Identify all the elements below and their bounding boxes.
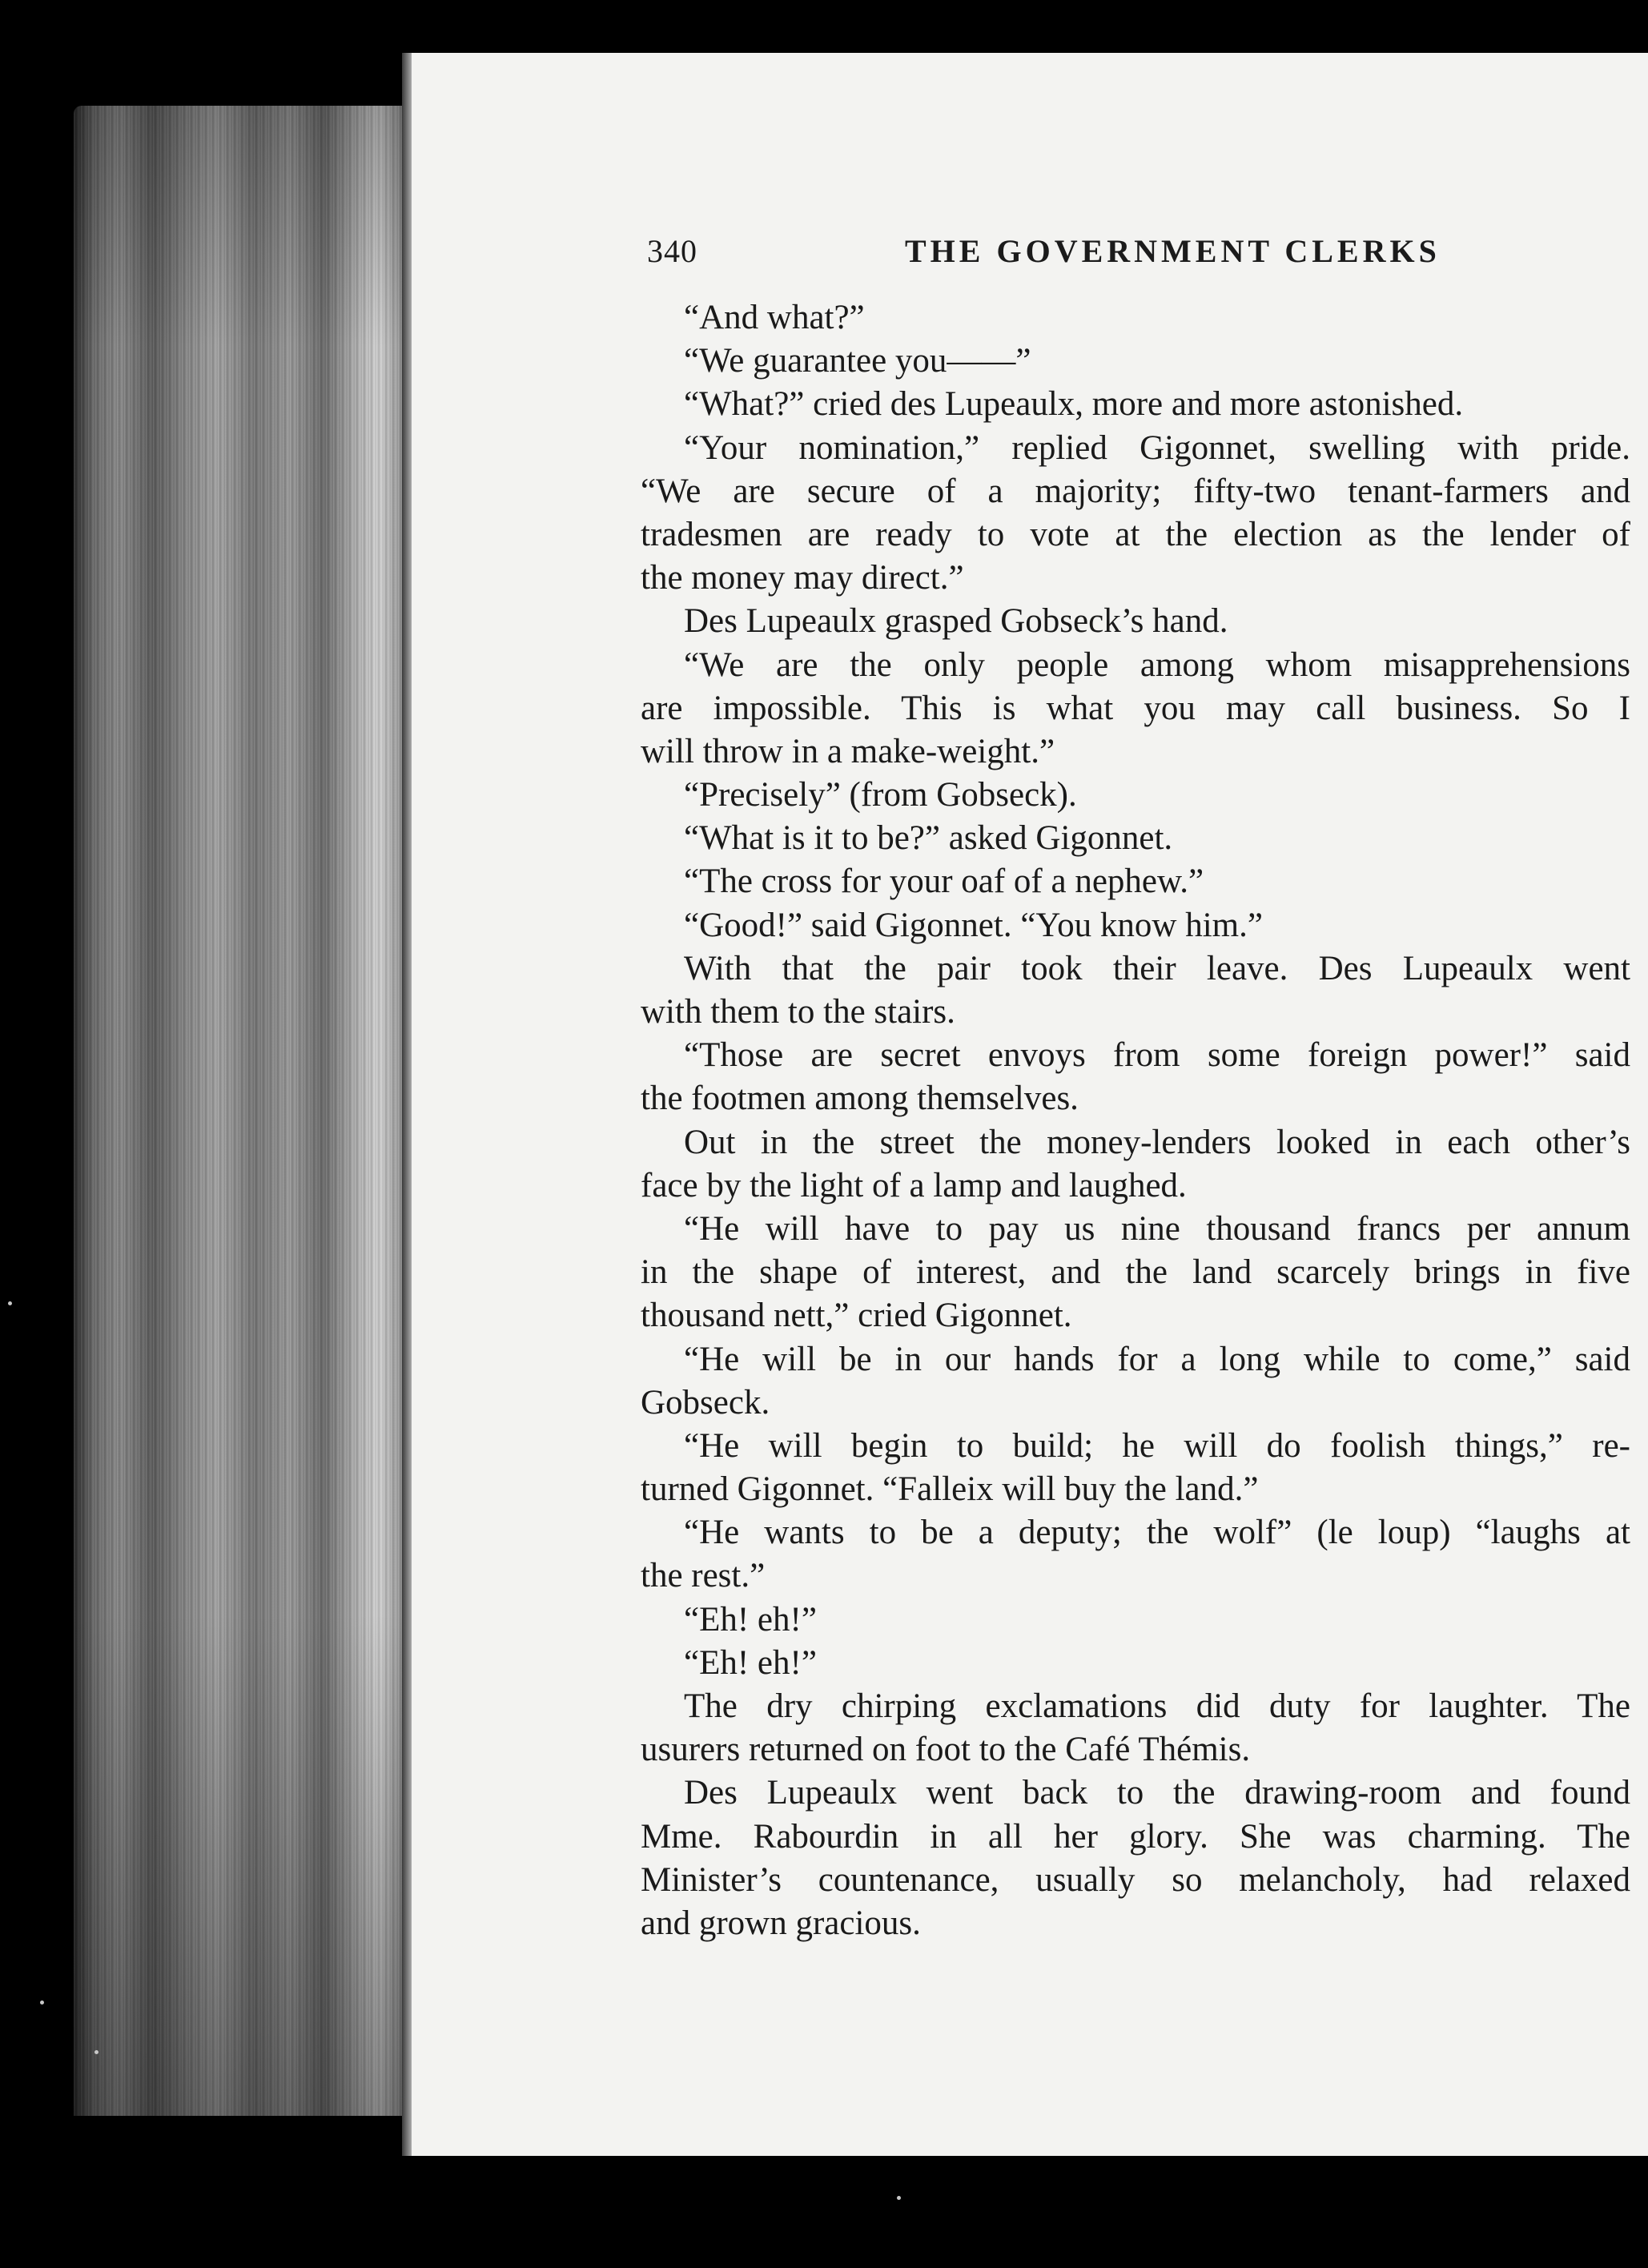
text-line: in the shape of interest, and the land scarcely brings in five <box>641 1253 1630 1292</box>
text-line: turned Gigonnet. “Falleix will buy the land.” <box>641 1470 1259 1509</box>
text-line: “And what?” <box>684 299 865 336</box>
page-edge-stack <box>74 106 402 2116</box>
text-line: the footmen among themselves. <box>641 1080 1079 1118</box>
text-line: “Your nomination,” replied Gigonnet, swelling with pride. <box>684 428 1630 467</box>
text-line: “What?” cried des Lupeaulx, more and more astonished. <box>684 385 1464 424</box>
text-line: “We are secure of a majority; fifty-two tenant-farmers and <box>641 472 1630 510</box>
page-header <box>647 232 1632 280</box>
text-line: “The cross for your oaf of a nephew.” <box>684 863 1204 901</box>
text-line: The dry chirping exclamations did duty for laughter. The <box>684 1687 1630 1725</box>
text-line: Minister’s countenance, usually so melancholy, had relaxed <box>641 1860 1630 1899</box>
text-line: “We are the only people among whom misapprehensions <box>684 645 1630 684</box>
text-line: With that the pair took their leave. Des Lupeaulx went <box>684 949 1630 987</box>
text-line: “He will be in our hands for a long while to come,” said <box>684 1340 1630 1378</box>
text-line: “Good!” said Gigonnet. “You know him.” <box>684 906 1263 944</box>
body-text <box>641 296 1630 1945</box>
text-line: “What is it to be?” asked Gigonnet. <box>684 819 1173 858</box>
text-line: Des Lupeaulx went back to the drawing-room and found <box>684 1774 1630 1812</box>
text-line: are impossible. This is what you may call business. So I <box>641 689 1630 727</box>
text-line: usurers returned on foot to the Café Thémis. <box>641 1731 1251 1769</box>
text-line: “He will begin to build; he will do foolish things,” re- <box>684 1426 1630 1465</box>
text-line: with them to the stairs. <box>641 993 955 1031</box>
text-line: thousand nett,” cried Gigonnet. <box>641 1297 1072 1335</box>
text-line: “We guarantee you——” <box>684 342 1031 380</box>
text-line: “Precisely” (from Gobseck). <box>684 776 1077 814</box>
dust-speck <box>40 2001 44 2005</box>
text-line: Out in the street the money-lenders looked in each other’s <box>684 1123 1630 1161</box>
text-line: “Eh! eh!” <box>684 1600 817 1639</box>
text-line: “He wants to be a deputy; the wolf” (le loup) “laughs at <box>684 1514 1630 1552</box>
text-line: Des Lupeaulx grasped Gobseck’s hand. <box>684 602 1228 641</box>
text-line: “He will have to pay us nine thousand francs per annum <box>684 1209 1630 1248</box>
dust-speck <box>897 2196 901 2200</box>
running-title: THE GOVERNMENT CLERKS <box>905 233 1441 269</box>
text-line: the money may direct.” <box>641 559 964 597</box>
text-line: “Those are secret envoys from some foreign power!” said <box>684 1036 1630 1075</box>
text-line: face by the light of a lamp and laughed. <box>641 1166 1187 1204</box>
dust-speck <box>8 1301 12 1305</box>
text-line: Mme. Rabourdin in all her glory. She was charming. The <box>641 1817 1630 1856</box>
text-line: Gobseck. <box>641 1383 770 1422</box>
text-line: tradesmen are ready to vote at the election as the lender of <box>641 515 1630 553</box>
text-line: and grown gracious. <box>641 1904 921 1942</box>
dust-speck <box>94 2050 98 2054</box>
page-number: 340 <box>647 233 697 269</box>
text-line: “Eh! eh!” <box>684 1643 817 1682</box>
text-line: will throw in a make-weight.” <box>641 732 1055 770</box>
text-line: the rest.” <box>641 1557 766 1595</box>
